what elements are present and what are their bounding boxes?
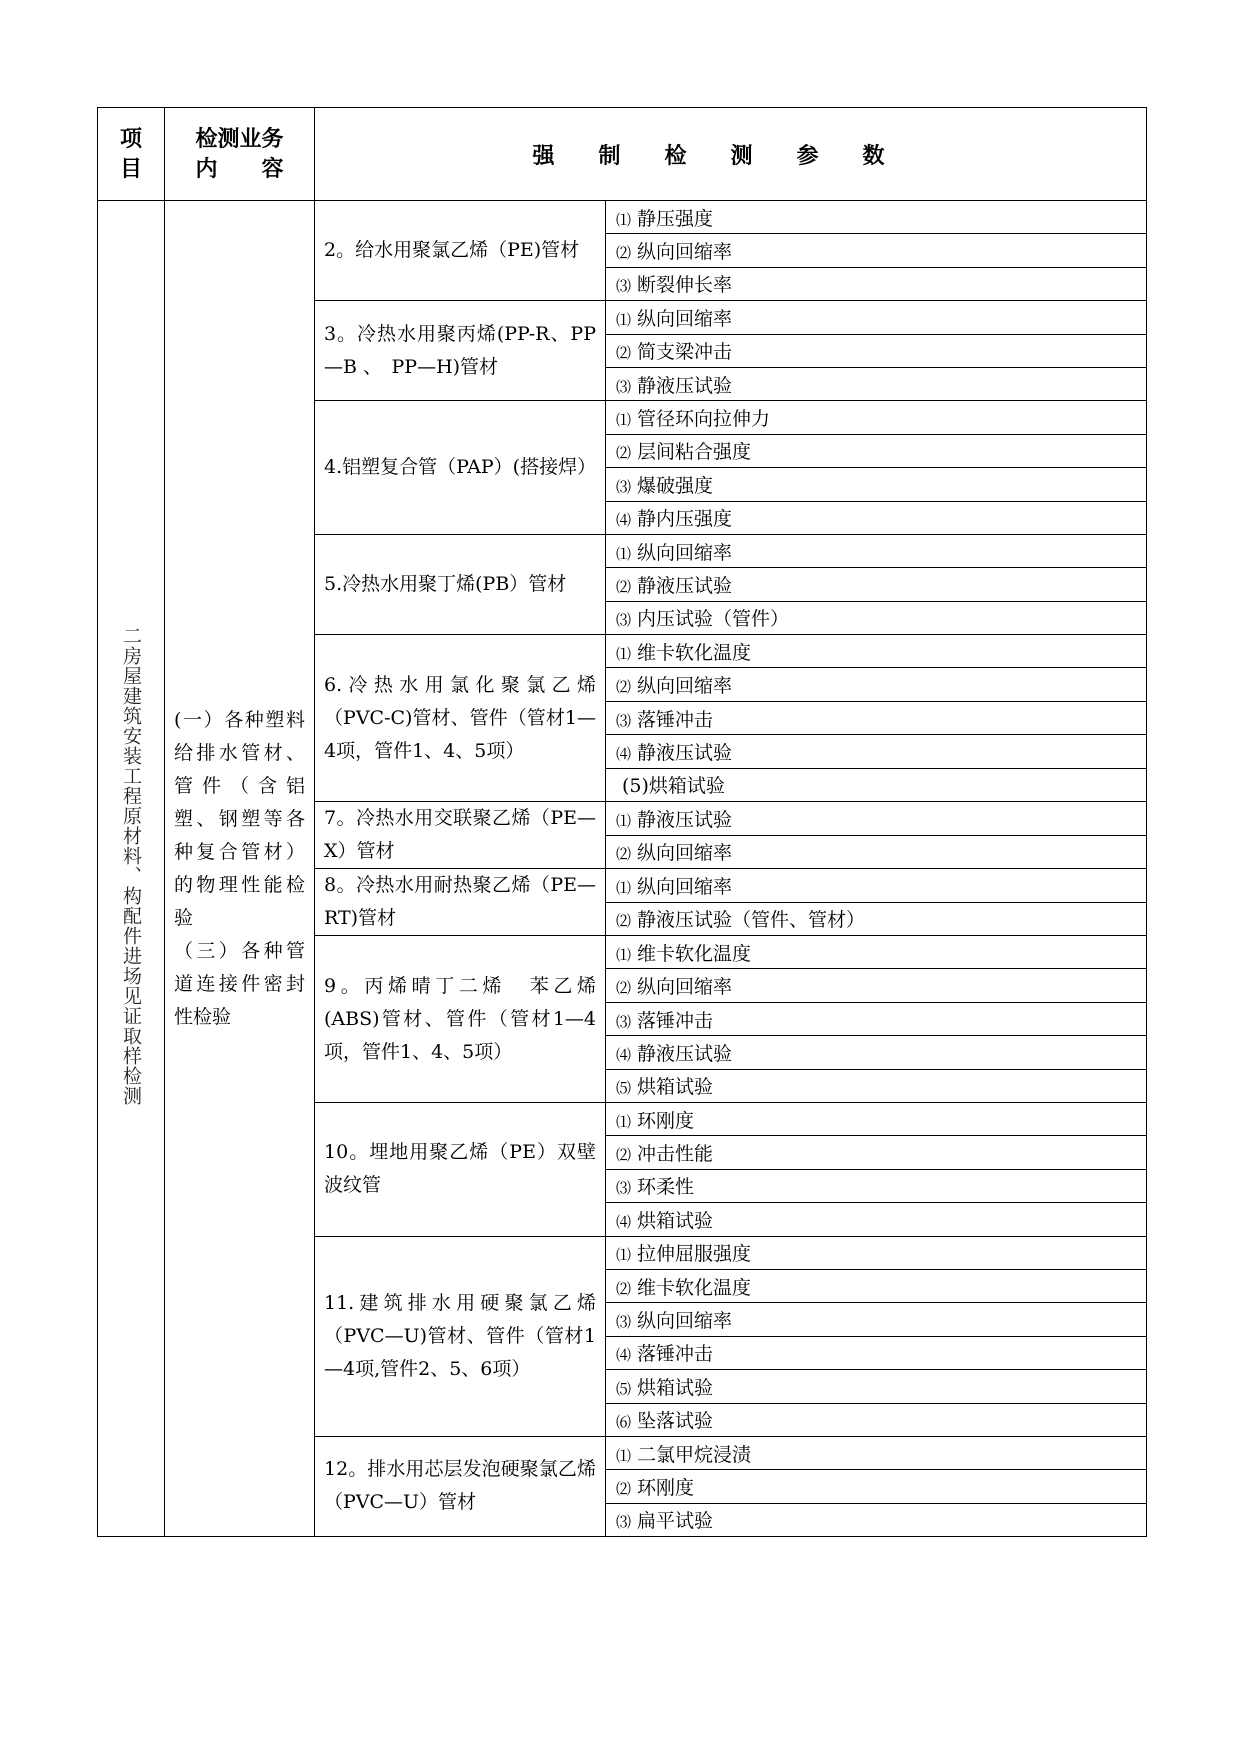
param-text: 维卡软化温度 — [637, 1276, 752, 1299]
header-scope-line2: 内 容 — [195, 156, 284, 182]
param-number: ⑶ — [616, 277, 632, 296]
param-cell — [606, 201, 1147, 234]
param-number: ⑵ — [616, 1279, 632, 1298]
param-text: 静内压强度 — [637, 508, 733, 531]
header-params: 强制检测参数 — [315, 108, 1147, 201]
param-number: ⑴ — [616, 878, 632, 897]
param-text: 纵向回缩率 — [637, 241, 733, 264]
param-number: ⑵ — [616, 344, 632, 363]
param-text: 纵向回缩率 — [637, 1310, 733, 1333]
param-text: 维卡软化温度 — [637, 942, 752, 965]
param-text: 简支梁冲击 — [637, 341, 733, 364]
param-number: ⑷ — [616, 1045, 632, 1064]
product-name: 6.冷热水用氯化聚氯乙烯（PVC-C)管材、管件（管材1—4项，管件1、4、5项） — [315, 635, 606, 802]
param-number: ⑶ — [616, 477, 632, 496]
param-text: 断裂伸长率 — [637, 274, 733, 297]
product-name: 4.铝塑复合管（PAP）(搭接焊） — [315, 401, 606, 535]
param-number: ⑴ — [616, 310, 632, 329]
param-number: ⑷ — [616, 511, 632, 530]
param-cell — [606, 601, 1147, 634]
param-number: ⑵ — [616, 1146, 632, 1165]
param-cell — [606, 1303, 1147, 1336]
param-number: ⑴ — [616, 411, 632, 430]
param-cell — [606, 568, 1147, 601]
param-text: 环柔性 — [637, 1176, 695, 1199]
param-number: ⑵ — [616, 444, 632, 463]
param-number: ⑸ — [616, 1379, 632, 1398]
param-number: ⑴ — [616, 1446, 632, 1465]
param-text: 静液压试验 — [637, 374, 733, 397]
param-cell — [606, 701, 1147, 734]
inspection-table — [97, 107, 1147, 1537]
param-text: 维卡软化温度 — [637, 641, 752, 664]
param-number: ⑶ — [616, 1513, 632, 1532]
param-text: 二氯甲烷浸渍 — [637, 1443, 752, 1466]
product-name: 2。给水用聚氯乙烯（PE)管材 — [315, 201, 606, 301]
header-item-line2: 目 — [119, 156, 142, 182]
param-cell — [606, 835, 1147, 869]
param-cell — [606, 735, 1147, 768]
param-cell — [606, 234, 1147, 267]
param-text: 内压试验（管件） — [637, 608, 790, 631]
param-number: ⑷ — [616, 744, 632, 763]
param-cell — [606, 1203, 1147, 1236]
header-item-line1: 项 — [119, 126, 142, 152]
param-cell — [606, 802, 1147, 836]
scope-cell — [165, 201, 315, 1537]
param-cell — [606, 768, 1147, 801]
param-text: 静液压试验 — [637, 741, 733, 764]
table-body — [98, 108, 1147, 1537]
param-number: ⑴ — [616, 544, 632, 563]
param-cell — [606, 869, 1147, 903]
param-number: ⑵ — [616, 678, 632, 697]
product-name: 12。排水用芯层发泡硬聚氯乙烯（PVC—U）管材 — [315, 1436, 606, 1536]
param-number: ⑶ — [616, 1012, 632, 1031]
param-text: 冲击性能 — [637, 1143, 714, 1166]
param-number: ⑵ — [616, 845, 632, 864]
product-name: 9。丙烯晴丁二烯 苯乙烯(ABS)管材、管件（管材1—4项，管件1、4、5项） — [315, 936, 606, 1103]
scope-part1: (一）各种塑料给排水管材、管件（含铝塑、钢塑等各种复合管材）的物理性能检验 — [174, 708, 305, 929]
product-name: 5.冷热水用聚丁烯(PB）管材 — [315, 534, 606, 634]
param-text: 纵向回缩率 — [637, 307, 733, 330]
header-scope-line1: 检测业务 — [195, 126, 284, 152]
param-text: 纵向回缩率 — [637, 875, 733, 898]
param-text: 爆破强度 — [637, 474, 714, 497]
param-cell — [606, 334, 1147, 367]
param-cell — [606, 969, 1147, 1002]
param-text: 拉伸屈服强度 — [637, 1243, 752, 1266]
param-cell — [606, 301, 1147, 334]
param-number: ⑸ — [616, 1079, 632, 1098]
param-cell — [606, 434, 1147, 467]
param-text: 静液压试验 — [637, 1042, 733, 1065]
param-number: ⑶ — [616, 1179, 632, 1198]
param-number: ⑴ — [616, 644, 632, 663]
param-number: ⑶ — [616, 711, 632, 730]
param-number: ⑴ — [616, 811, 632, 830]
param-text: 烘箱试验 — [637, 1209, 714, 1232]
product-name: 7。冷热水用交联聚乙烯（PE—X）管材 — [315, 802, 606, 869]
param-number: ⑴ — [616, 1246, 632, 1265]
param-cell — [606, 1403, 1147, 1436]
param-text: 层间粘合强度 — [637, 441, 752, 464]
param-cell — [606, 401, 1147, 434]
param-cell — [606, 1336, 1147, 1369]
param-text: 落锤冲击 — [637, 1009, 714, 1032]
product-name: 10。埋地用聚乙烯（PE）双壁波纹管 — [315, 1102, 606, 1236]
header-item — [98, 108, 165, 201]
param-cell — [606, 902, 1147, 936]
param-text: 烘箱试验 — [637, 1376, 714, 1399]
product-name: 3。冷热水用聚丙烯(PP-R、PP—B 、 PP—H)管材 — [315, 301, 606, 401]
param-text: 纵向回缩率 — [637, 976, 733, 999]
param-number: ⑶ — [616, 377, 632, 396]
param-number: ⑴ — [616, 1112, 632, 1131]
param-cell — [606, 1236, 1147, 1269]
param-cell — [606, 1370, 1147, 1403]
param-text: 落锤冲击 — [637, 1343, 714, 1366]
param-cell — [606, 468, 1147, 501]
param-text: 管径环向拉伸力 — [637, 408, 771, 431]
scope-part2: （三）各种管道连接件密封性检验 — [174, 939, 305, 1028]
param-text: 坠落试验 — [637, 1410, 714, 1433]
param-text: 烘箱试验 — [637, 1076, 714, 1099]
param-cell — [606, 1470, 1147, 1503]
header-scope — [165, 108, 315, 201]
param-number: ⑶ — [616, 1313, 632, 1332]
param-text: 纵向回缩率 — [637, 675, 733, 698]
param-cell — [606, 936, 1147, 969]
param-text: 纵向回缩率 — [637, 842, 733, 865]
header-row — [98, 108, 1147, 201]
param-number: ⑵ — [616, 244, 632, 263]
param-text: (5)烘箱试验 — [622, 775, 725, 798]
param-cell — [606, 501, 1147, 534]
param-number: ⑹ — [616, 1413, 632, 1432]
category-cell — [98, 201, 165, 1537]
param-text: 静液压试验（管件、管材） — [637, 909, 866, 932]
param-cell — [606, 267, 1147, 300]
param-cell — [606, 1069, 1147, 1102]
param-cell — [606, 1136, 1147, 1169]
param-text: 扁平试验 — [637, 1510, 714, 1533]
param-text: 落锤冲击 — [637, 708, 714, 731]
param-text: 纵向回缩率 — [637, 541, 733, 564]
param-number: ⑷ — [616, 1346, 632, 1365]
param-text: 静液压试验 — [637, 808, 733, 831]
table-row — [98, 201, 1147, 234]
param-number: ⑴ — [616, 210, 632, 229]
param-number: ⑵ — [616, 912, 632, 931]
param-number: ⑴ — [616, 945, 632, 964]
param-cell — [606, 1102, 1147, 1135]
param-text: 静液压试验 — [637, 574, 733, 597]
param-number: ⑷ — [616, 1212, 632, 1231]
param-text: 环刚度 — [637, 1476, 695, 1499]
param-cell — [606, 635, 1147, 668]
param-number: ⑶ — [616, 611, 632, 630]
param-cell — [606, 534, 1147, 567]
category-text: 二房屋建筑安装工程原材料、构配件进场见证取样检测 — [120, 626, 142, 1107]
param-number: ⑵ — [616, 577, 632, 596]
param-cell — [606, 367, 1147, 400]
param-cell — [606, 1503, 1147, 1536]
product-name: 8。冷热水用耐热聚乙烯（PE—RT)管材 — [315, 869, 606, 936]
param-cell — [606, 1269, 1147, 1302]
param-cell — [606, 1436, 1147, 1469]
param-cell — [606, 668, 1147, 701]
param-number: ⑵ — [616, 1479, 632, 1498]
param-text: 环刚度 — [637, 1109, 695, 1132]
param-cell — [606, 1002, 1147, 1035]
param-cell — [606, 1169, 1147, 1202]
param-text: 静压强度 — [637, 207, 714, 230]
param-number: ⑵ — [616, 979, 632, 998]
param-cell — [606, 1036, 1147, 1069]
product-name: 11.建筑排水用硬聚氯乙烯（PVC—U)管材、管件（管材1—4项,管件2、5、6项） — [315, 1236, 606, 1436]
